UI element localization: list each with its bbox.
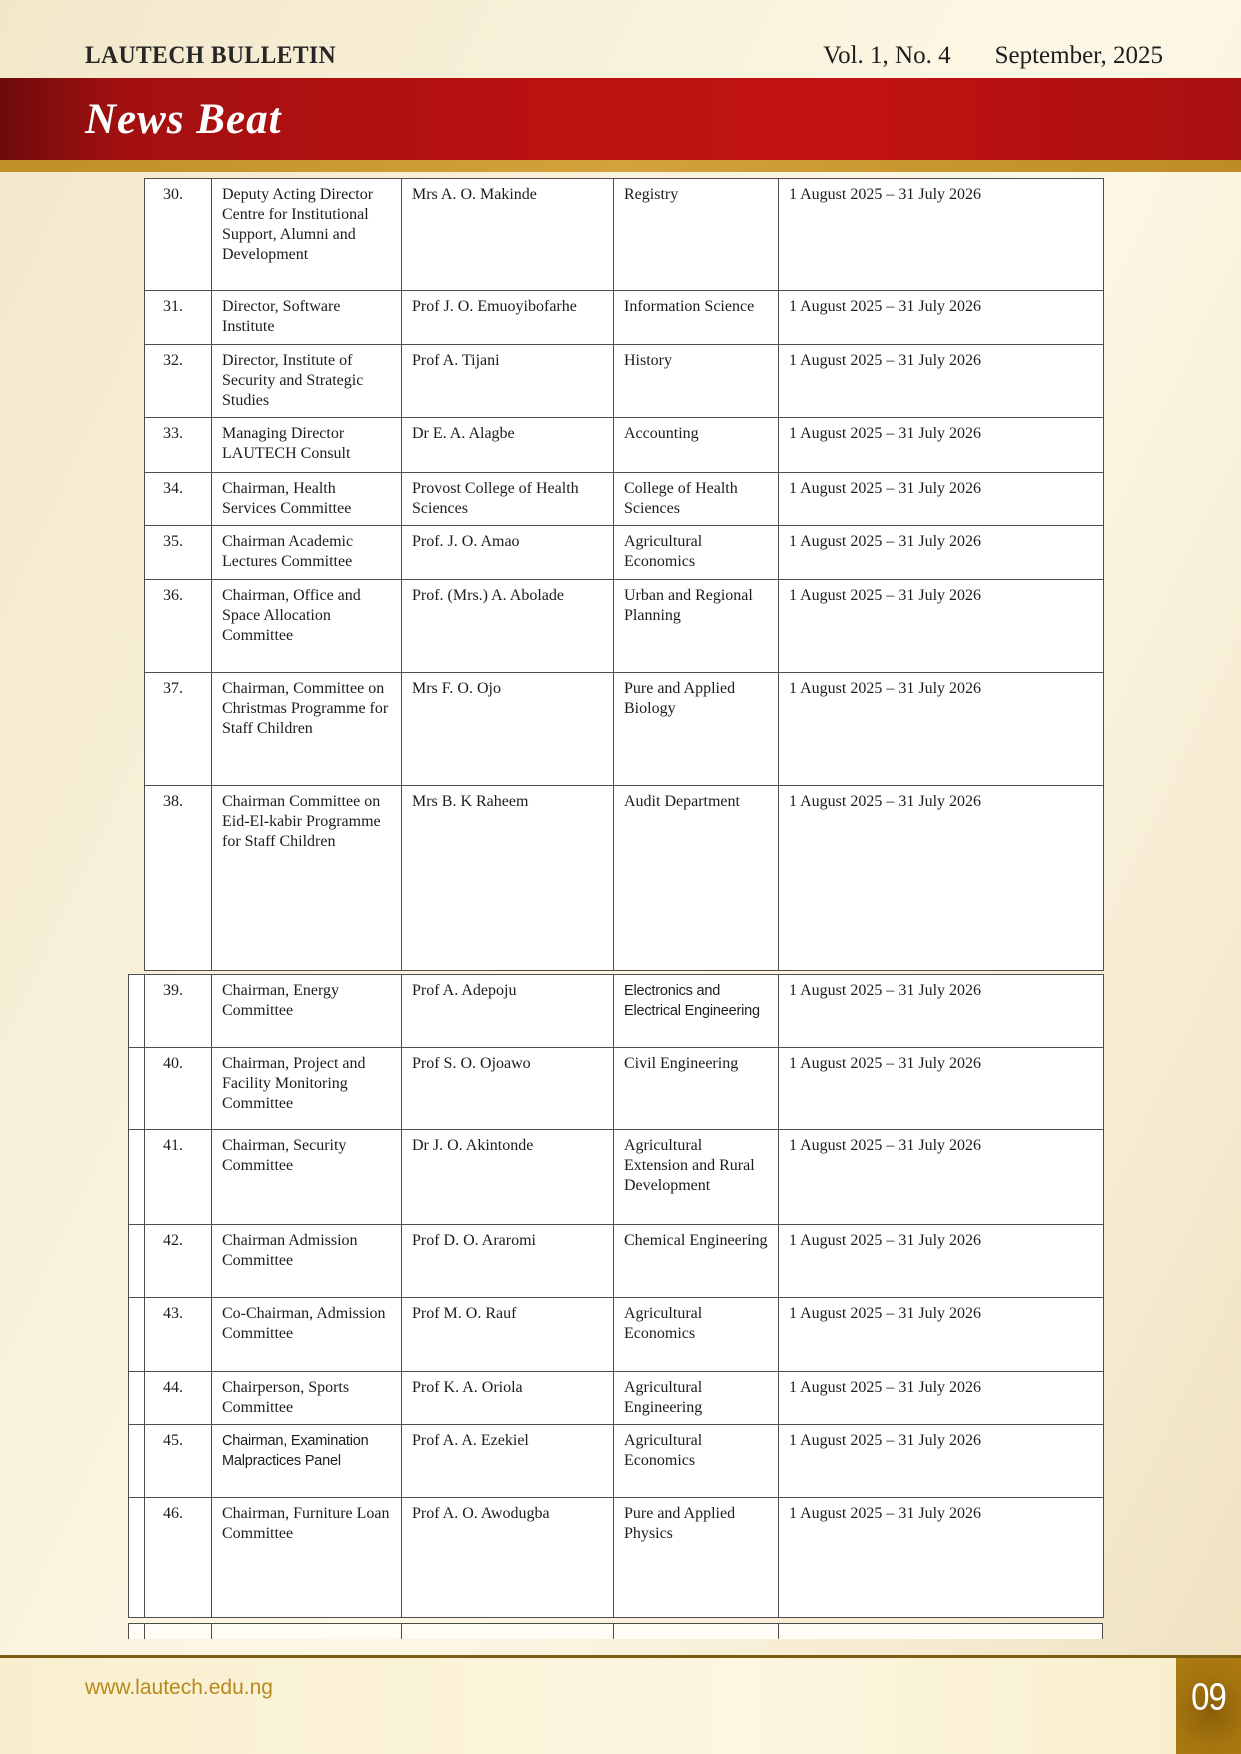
table-row	[145, 786, 1104, 971]
cell-num: 39.	[145, 975, 212, 1048]
cell-position: Director, Software Institute	[212, 291, 402, 345]
table-row	[129, 1130, 1104, 1225]
cell-position: Chairman, Energy Committee	[212, 975, 402, 1048]
cell-name: Mrs B. K Raheem	[402, 786, 614, 971]
cell-department: Registry	[614, 179, 779, 291]
cell-department: Urban and Regional Planning	[614, 580, 779, 673]
cell-tenure: 1 August 2025 – 31 July 2026	[779, 580, 1104, 673]
cell-tenure: 1 August 2025 – 31 July 2026	[779, 1225, 1104, 1298]
appointments-table-page1	[144, 178, 1104, 971]
clipped-next-row	[128, 1623, 1103, 1639]
cell-name: Prof. J. O. Amao	[402, 526, 614, 580]
cell-name: Prof S. O. Ojoawo	[402, 1048, 614, 1130]
issue-date-label: September, 2025	[994, 42, 1163, 69]
cell-num: 35.	[145, 526, 212, 580]
cell-tenure: 1 August 2025 – 31 July 2026	[779, 786, 1104, 971]
page-footer	[0, 1655, 1241, 1754]
cell-name: Prof A. Adepoju	[402, 975, 614, 1048]
cell-tenure: 1 August 2025 – 31 July 2026	[779, 673, 1104, 786]
cell-tenure: 1 August 2025 – 31 July 2026	[779, 1130, 1104, 1225]
page-number-badge	[1176, 1658, 1241, 1754]
cell-position: Chairman Admission Committee	[212, 1225, 402, 1298]
page-number: 09	[1191, 1675, 1226, 1718]
cell-name: Prof K. A. Oriola	[402, 1372, 614, 1425]
cell-num: 31.	[145, 291, 212, 345]
appointments-content	[128, 178, 1103, 1639]
website-url: www.lautech.edu.ng	[85, 1676, 273, 1699]
cell-name: Prof A. A. Ezekiel	[402, 1425, 614, 1498]
cell-department: Electronics and Electrical Engineering	[614, 975, 779, 1048]
section-title: News Beat	[85, 95, 282, 143]
table-row	[129, 1225, 1104, 1298]
cell-department: Audit Department	[614, 786, 779, 971]
cell-department: Agricultural Engineering	[614, 1372, 779, 1425]
table-row	[129, 1048, 1104, 1130]
cell-num: 42.	[145, 1225, 212, 1298]
cell-department: Accounting	[614, 418, 779, 473]
cell-department: Agricultural Economics	[614, 526, 779, 580]
table-row	[145, 526, 1104, 580]
spacer-cell	[129, 1298, 145, 1372]
cell-position: Co-Chairman, Admission Committee	[212, 1298, 402, 1372]
cell-num: 34.	[145, 473, 212, 526]
cell-position: Deputy Acting Director Centre for Institutional Support, Alumni and Development	[212, 179, 402, 291]
cell-department: College of Health Sciences	[614, 473, 779, 526]
cell-tenure: 1 August 2025 – 31 July 2026	[779, 1372, 1104, 1425]
table-row	[129, 1298, 1104, 1372]
cell-position: Chairman Academic Lectures Committee	[212, 526, 402, 580]
cell-num: 38.	[145, 786, 212, 971]
cell-position: Chairman, Committee on Christmas Programme for Staff Children	[212, 673, 402, 786]
cell-tenure: 1 August 2025 – 31 July 2026	[779, 1048, 1104, 1130]
cell-name: Dr E. A. Alagbe	[402, 418, 614, 473]
cell-name: Dr J. O. Akintonde	[402, 1130, 614, 1225]
cell-department: History	[614, 345, 779, 418]
cell-department: Pure and Applied Biology	[614, 673, 779, 786]
cell-num: 46.	[145, 1498, 212, 1618]
cell-department: Chemical Engineering	[614, 1225, 779, 1298]
cell-name: Provost College of Health Sciences	[402, 473, 614, 526]
spacer-cell	[129, 1130, 145, 1225]
cell-tenure: 1 August 2025 – 31 July 2026	[779, 1298, 1104, 1372]
cell-position: Chairman, Project and Facility Monitoring Committee	[212, 1048, 402, 1130]
cell-department: Pure and Applied Physics	[614, 1498, 779, 1618]
cell-position: Director, Institute of Security and Strategic Studies	[212, 345, 402, 418]
cell-name: Prof D. O. Araromi	[402, 1225, 614, 1298]
cell-tenure: 1 August 2025 – 31 July 2026	[779, 179, 1104, 291]
cell-tenure: 1 August 2025 – 31 July 2026	[779, 345, 1104, 418]
cell-num: 44.	[145, 1372, 212, 1425]
table-row	[129, 1498, 1104, 1618]
cell-tenure: 1 August 2025 – 31 July 2026	[779, 526, 1104, 580]
spacer-cell	[129, 1498, 145, 1618]
bulletin-title: LAUTECH BULLETIN	[85, 42, 337, 69]
table-row	[129, 1425, 1104, 1498]
cell-name: Mrs A. O. Makinde	[402, 179, 614, 291]
cell-name: Mrs F. O. Ojo	[402, 673, 614, 786]
cell-num: 36.	[145, 580, 212, 673]
table-row	[145, 179, 1104, 291]
volume-label: Vol. 1, No. 4	[823, 42, 951, 69]
spacer-cell	[129, 975, 145, 1048]
cell-name: Prof J. O. Emuoyibofarhe	[402, 291, 614, 345]
cell-tenure: 1 August 2025 – 31 July 2026	[779, 473, 1104, 526]
cell-name: Prof A. O. Awodugba	[402, 1498, 614, 1618]
cell-tenure: 1 August 2025 – 31 July 2026	[779, 1425, 1104, 1498]
cell-tenure: 1 August 2025 – 31 July 2026	[779, 975, 1104, 1048]
cell-num: 41.	[145, 1130, 212, 1225]
spacer-cell	[129, 1425, 145, 1498]
cell-department: Agricultural Economics	[614, 1298, 779, 1372]
cell-department: Agricultural Economics	[614, 1425, 779, 1498]
cell-num: 32.	[145, 345, 212, 418]
cell-name: Prof. (Mrs.) A. Abolade	[402, 580, 614, 673]
cell-department: Information Science	[614, 291, 779, 345]
cell-position: Chairman, Furniture Loan Committee	[212, 1498, 402, 1618]
cell-position: Chairman Committee on Eid-El-kabir Programme for Staff Children	[212, 786, 402, 971]
table-row	[145, 291, 1104, 345]
cell-position: Chairman, Office and Space Allocation Committee	[212, 580, 402, 673]
cell-position: Chairperson, Sports Committee	[212, 1372, 402, 1425]
cell-position: Chairman, Security Committee	[212, 1130, 402, 1225]
cell-num: 30.	[145, 179, 212, 291]
cell-num: 43.	[145, 1298, 212, 1372]
table-row	[145, 473, 1104, 526]
table-row	[145, 580, 1104, 673]
table-row	[145, 418, 1104, 473]
table-row	[129, 975, 1104, 1048]
cell-num: 37.	[145, 673, 212, 786]
gold-divider	[0, 160, 1241, 172]
appointments-table-page2	[128, 974, 1104, 1618]
header-issue-info	[823, 42, 1163, 70]
cell-tenure: 1 August 2025 – 31 July 2026	[779, 1498, 1104, 1618]
news-beat-banner	[0, 78, 1241, 160]
cell-position: Chairman, Examination Malpractices Panel	[212, 1425, 402, 1498]
cell-department: Agricultural Extension and Rural Development	[614, 1130, 779, 1225]
cell-position: Chairman, Health Services Committee	[212, 473, 402, 526]
table-row	[145, 673, 1104, 786]
spacer-cell	[129, 1225, 145, 1298]
cell-position: Managing Director LAUTECH Consult	[212, 418, 402, 473]
cell-num: 40.	[145, 1048, 212, 1130]
cell-tenure: 1 August 2025 – 31 July 2026	[779, 291, 1104, 345]
page-header	[0, 0, 1241, 78]
cell-num: 33.	[145, 418, 212, 473]
table-row	[129, 1372, 1104, 1425]
cell-name: Prof A. Tijani	[402, 345, 614, 418]
cell-department: Civil Engineering	[614, 1048, 779, 1130]
spacer-cell	[129, 1048, 145, 1130]
cell-name: Prof M. O. Rauf	[402, 1298, 614, 1372]
spacer-cell	[129, 1372, 145, 1425]
cell-tenure: 1 August 2025 – 31 July 2026	[779, 418, 1104, 473]
table-row	[145, 345, 1104, 418]
cell-num: 45.	[145, 1425, 212, 1498]
